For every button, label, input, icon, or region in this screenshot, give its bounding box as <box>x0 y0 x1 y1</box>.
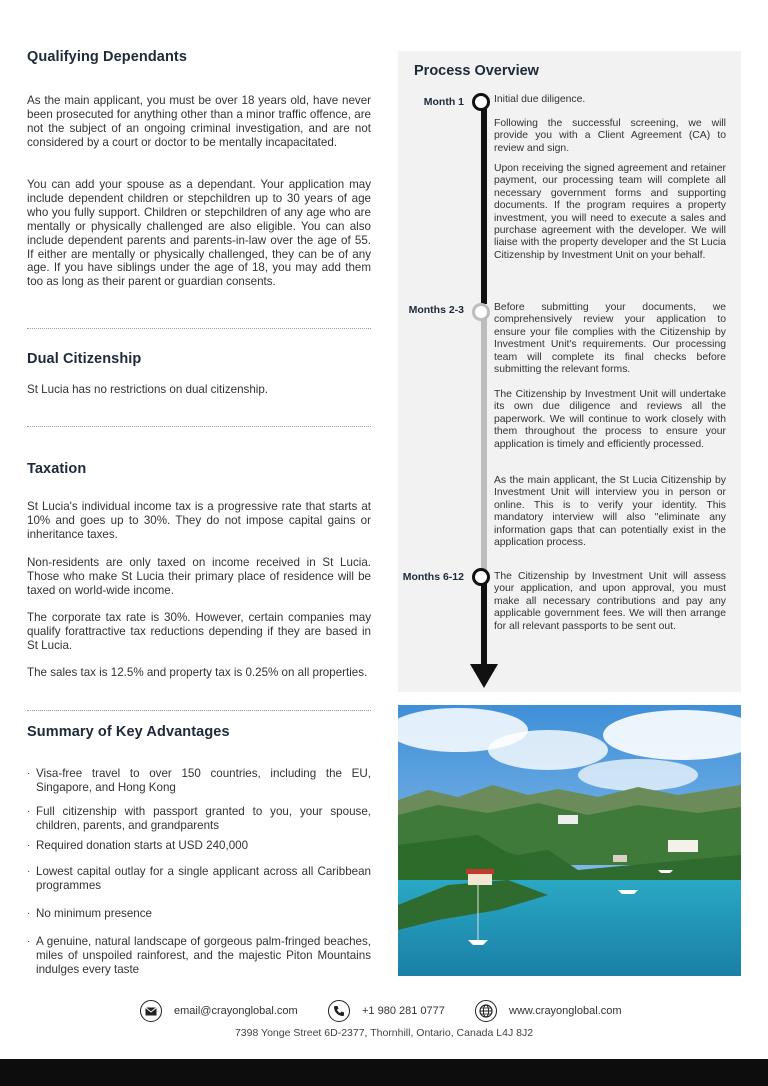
list-item: · No minimum presence <box>27 907 152 920</box>
footer-address: 7398 Yonge Street 6D-2377, Thornhill, Ontario, Canada L4J 8J2 <box>234 1027 534 1039</box>
taxation-paragraph-2: Non-residents are only taxed on income received in St Lucia. Those who make St Lucia their primary place of residence will be taxed on world-wide income. <box>27 556 371 597</box>
dual-citizenship-title: Dual Citizenship <box>27 351 142 367</box>
stage-label: Month 1 <box>423 96 464 108</box>
summary-title: Summary of Key Advantages <box>27 724 230 740</box>
stage-text: Upon receiving the signed agreement and retainer payment, our processing team will complete all necessary government forms and supporting documents. If the program requires a property investment, you will need to execute a sales and purchase agreement with the developer. We will liaise with the property developer and the St Lucia Citizenship by Investment Unit on your behalf. <box>494 163 726 261</box>
footer-website-link[interactable]: www.crayonglobal.com <box>509 1005 622 1017</box>
globe-icon <box>475 1000 497 1022</box>
divider <box>27 710 371 711</box>
bullet-icon: · <box>27 768 31 779</box>
footer-contact-row <box>0 1000 768 1024</box>
stage-label: Months 6-12 <box>402 571 464 583</box>
email-icon <box>140 1000 162 1022</box>
timeline-line-dark <box>481 106 487 304</box>
process-overview-title: Process Overview <box>414 63 539 79</box>
footer-phone-link[interactable]: +1 980 281 0777 <box>362 1005 445 1017</box>
taxation-paragraph-3: The corporate tax rate is 30%. However, certain companies may qualify forattractive tax reductions depending if they are based in St Lucia. <box>27 611 371 652</box>
divider <box>27 328 371 329</box>
divider <box>27 426 371 427</box>
stage-label: Months 2-3 <box>408 304 464 316</box>
timeline-arrow-icon <box>470 664 498 688</box>
bullet-icon: · <box>27 806 31 817</box>
stage-text: Following the successful screening, we will provide you with a Client Agreement (CA) to review and sign. <box>494 118 726 154</box>
list-item: · Required donation starts at USD 240,000 <box>27 839 249 852</box>
list-item: · A genuine, natural landscape of gorgeous palm-fringed beaches, miles of unspoiled rainforest, and the majestic Piton Mountains indulges every taste <box>27 935 371 976</box>
stage-text: As the main applicant, the St Lucia Citizenship by Investment Unit will interview you in person or online. This is to verify your identity. This mandatory interview will also "eliminate any information gaps that can potentially exist in the application process. <box>494 475 726 549</box>
bullet-icon: · <box>27 908 31 919</box>
qualifying-paragraph-2: You can add your spouse as a dependant. Your application may include dependent children or stepchildren up to 30 years of age who you fully support. Children or stepchildren of any age who are mentally or physically challenged are also eligible. You can also include dependent parents and parents-in-law over the age of 55. If either are mentally or physically challenged, they can be of any age. If you have siblings under the age of 18, you may add them too as long as their parent or guardian consents. <box>27 178 371 289</box>
taxation-title: Taxation <box>27 461 87 477</box>
dual-citizenship-paragraph: St Lucia has no restrictions on dual citizenship. <box>27 383 269 396</box>
qualifying-paragraph-1: As the main applicant, you must be over 18 years old, have never been prosecuted for anything other than a minor traffic offence, are not the subject of an ongoing criminal investigation, and are not considered by a court or doctor to be mentally incapacitated. <box>27 94 371 149</box>
list-item: · Visa-free travel to over 150 countries, including the EU, Singapore, and Hong Kong <box>27 767 371 794</box>
stage-text: Before submitting your documents, we comprehensively review your application to ensure your file complies with the Citizenship by Investment Unit's requirements. Our processing team will complete its final checks before submitting the relevant forms. <box>494 302 726 376</box>
list-item: · Full citizenship with passport granted to you, your spouse, children, parents, and grandparents <box>27 805 371 832</box>
stage-text: Initial due diligence. <box>494 94 586 105</box>
st-lucia-bay-photo <box>398 705 741 976</box>
stage-text: The Citizenship by Investment Unit will undertake its own due diligence and reviews all the paperwork. We will continue to work closely with them throughout the process to ensure your application is timely and efficiently processed. <box>494 389 726 450</box>
phone-icon <box>328 1000 350 1022</box>
timeline-marker <box>472 568 490 586</box>
timeline-line-light <box>481 318 487 572</box>
list-item: · Lowest capital outlay for a single applicant across all Caribbean programmes <box>27 865 371 892</box>
footer-email-link[interactable]: email@crayonglobal.com <box>174 1005 298 1017</box>
timeline-marker <box>472 303 490 321</box>
qualifying-title: Qualifying Dependants <box>27 49 188 65</box>
taxation-paragraph-1: St Lucia's individual income tax is a progressive rate that starts at 10% and goes up to 30%. They do not impose capital gains or inheritance taxes. <box>27 500 371 541</box>
bottom-bar <box>0 1059 768 1086</box>
stage-text: The Citizenship by Investment Unit will assess your application, and upon approval, you must make all necessary contributions and pay any applicable government fees. We will then arrange for all relevant passports to be sent out. <box>494 571 726 632</box>
bullet-icon: · <box>27 936 31 947</box>
taxation-paragraph-4: The sales tax is 12.5% and property tax is 0.25% on all properties. <box>27 666 368 679</box>
timeline-marker <box>472 93 490 111</box>
bullet-icon: · <box>27 840 31 851</box>
bullet-icon: · <box>27 866 31 877</box>
timeline-line-dark <box>481 582 487 668</box>
